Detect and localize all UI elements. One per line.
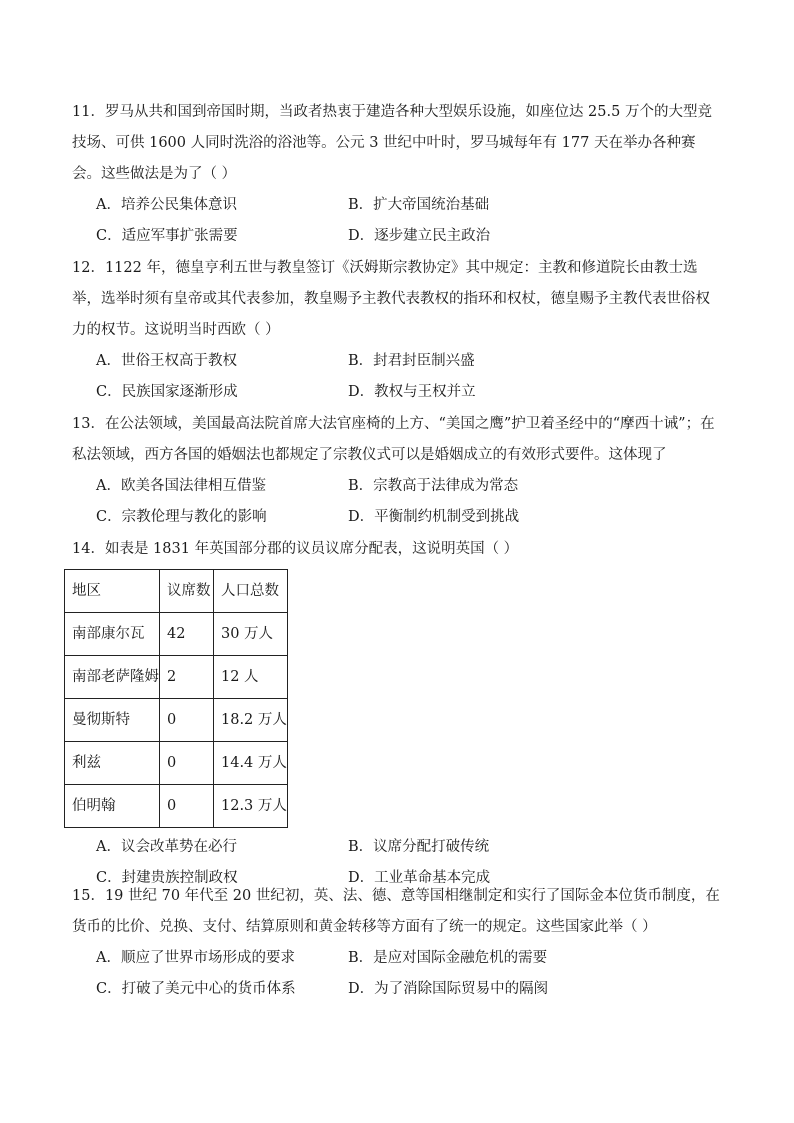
question-15-stem: 15．19 世纪 70 年代至 20 世纪初，英、法、德、意等国相继制定和实行了国际金本位货币制度，在货币的比价、兑换、支付、结算原则和黄金转移等方面有了统一的规定。这些国家此举（ ） xyxy=(72,888,720,935)
question-15-option-b[interactable]: B．是应对国际金融危机的需要 xyxy=(348,950,548,966)
question-12-option-b[interactable]: B．封君封臣制兴盛 xyxy=(348,353,475,369)
table-row xyxy=(65,742,288,785)
question-13-option-c[interactable]: C．宗教伦理与教化的影响 xyxy=(96,509,267,525)
question-15-option-a[interactable]: A．顺应了世界市场形成的要求 xyxy=(96,950,295,966)
question-14-option-d[interactable]: D．工业革命基本完成 xyxy=(348,870,491,886)
question-13-option-a[interactable]: A．欧美各国法律相互借鉴 xyxy=(96,478,266,494)
question-11-options-row-1 xyxy=(72,190,724,221)
question-14-option-b[interactable]: B．议席分配打破传统 xyxy=(348,839,490,855)
table-cell: 南部老萨隆姆 xyxy=(65,656,160,699)
table-cell: 12 人 xyxy=(214,656,288,699)
question-12-options-row-2 xyxy=(72,377,724,408)
question-15-options-row-2 xyxy=(72,974,724,1005)
question-15-option-d[interactable]: D．为了消除国际贸易中的隔阂 xyxy=(348,981,549,997)
seat-allocation-table xyxy=(64,569,288,828)
question-13-option-b[interactable]: B．宗教高于法律成为常态 xyxy=(348,478,519,494)
question-12-options-row-1 xyxy=(72,346,724,377)
question-11-option-b[interactable]: B．扩大帝国统治基础 xyxy=(348,197,490,213)
question-13 xyxy=(72,409,724,533)
question-13-options-row-2 xyxy=(72,502,724,533)
table-cell: 0 xyxy=(160,699,214,742)
question-11-options-row-2 xyxy=(72,221,724,252)
question-14 xyxy=(72,534,724,894)
table-row xyxy=(65,613,288,656)
question-14-stem: 14．如表是 1831 年英国部分郡的议员议席分配表，这说明英国（ ） xyxy=(72,541,519,557)
table-cell: 曼彻斯特 xyxy=(65,699,160,742)
table-cell: 0 xyxy=(160,742,214,785)
question-12-option-d[interactable]: D．教权与王权并立 xyxy=(348,384,476,400)
table-header-row xyxy=(65,570,288,613)
table-header-population: 人口总数 xyxy=(214,570,288,613)
table-cell: 0 xyxy=(160,785,214,828)
table-cell: 南部康尔瓦 xyxy=(65,613,160,656)
table-cell: 42 xyxy=(160,613,214,656)
question-14-options-row-1 xyxy=(72,832,724,863)
question-11-option-d[interactable]: D．逐步建立民主政治 xyxy=(348,228,491,244)
question-13-option-d[interactable]: D．平衡制约机制受到挑战 xyxy=(348,509,520,525)
table-cell: 30 万人 xyxy=(214,613,288,656)
table-header-seats: 议席数 xyxy=(160,570,214,613)
table-row xyxy=(65,656,288,699)
question-12 xyxy=(72,253,724,408)
question-11 xyxy=(72,97,724,252)
table-cell: 2 xyxy=(160,656,214,699)
question-12-option-c[interactable]: C．民族国家逐渐形成 xyxy=(96,384,238,400)
table-cell: 12.3 万人 xyxy=(214,785,288,828)
question-15 xyxy=(72,881,724,1005)
table-cell: 利兹 xyxy=(65,742,160,785)
question-11-stem: 11．罗马从共和国到帝国时期，当政者热衷于建造各种大型娱乐设施，如座位达 25.5 万个的大型竞技场、可供 1600 人同时洗浴的浴池等。公元 3 世纪中叶时，罗马城每年有 177 天在举办各种赛会。这些做法是为了（ ） xyxy=(72,104,712,182)
question-15-option-c[interactable]: C．打破了美元中心的货币体系 xyxy=(96,981,296,997)
table-cell: 18.2 万人 xyxy=(214,699,288,742)
table-row xyxy=(65,785,288,828)
question-14-option-c[interactable]: C．封建贵族控制政权 xyxy=(96,870,238,886)
question-15-options-row-1 xyxy=(72,943,724,974)
question-12-option-a[interactable]: A．世俗王权高于教权 xyxy=(96,353,237,369)
question-14-option-a[interactable]: A．议会改革势在必行 xyxy=(96,839,237,855)
question-12-stem: 12．1122 年，德皇亨利五世与教皇签订《沃姆斯宗教协定》其中规定：主教和修道院长由教士选举，选举时须有皇帝或其代表参加，教皇赐予主教代表教权的指环和权杖，德皇赐予主教代表世俗权力的权节。这说明当时西欧（ ） xyxy=(72,260,710,338)
table-cell: 14.4 万人 xyxy=(214,742,288,785)
table-row xyxy=(65,699,288,742)
table-header-region: 地区 xyxy=(65,570,160,613)
table-cell: 伯明翰 xyxy=(65,785,160,828)
question-11-option-a[interactable]: A．培养公民集体意识 xyxy=(96,197,237,213)
question-11-option-c[interactable]: C．适应军事扩张需要 xyxy=(96,228,238,244)
question-13-options-row-1 xyxy=(72,471,724,502)
question-13-stem: 13．在公法领域，美国最高法院首席大法官座椅的上方、“美国之鹰”护卫着圣经中的“摩西十诫”；在私法领域，西方各国的婚姻法也都规定了宗教仪式可以是婚姻成立的有效形式要件。这体现了 xyxy=(72,416,715,463)
